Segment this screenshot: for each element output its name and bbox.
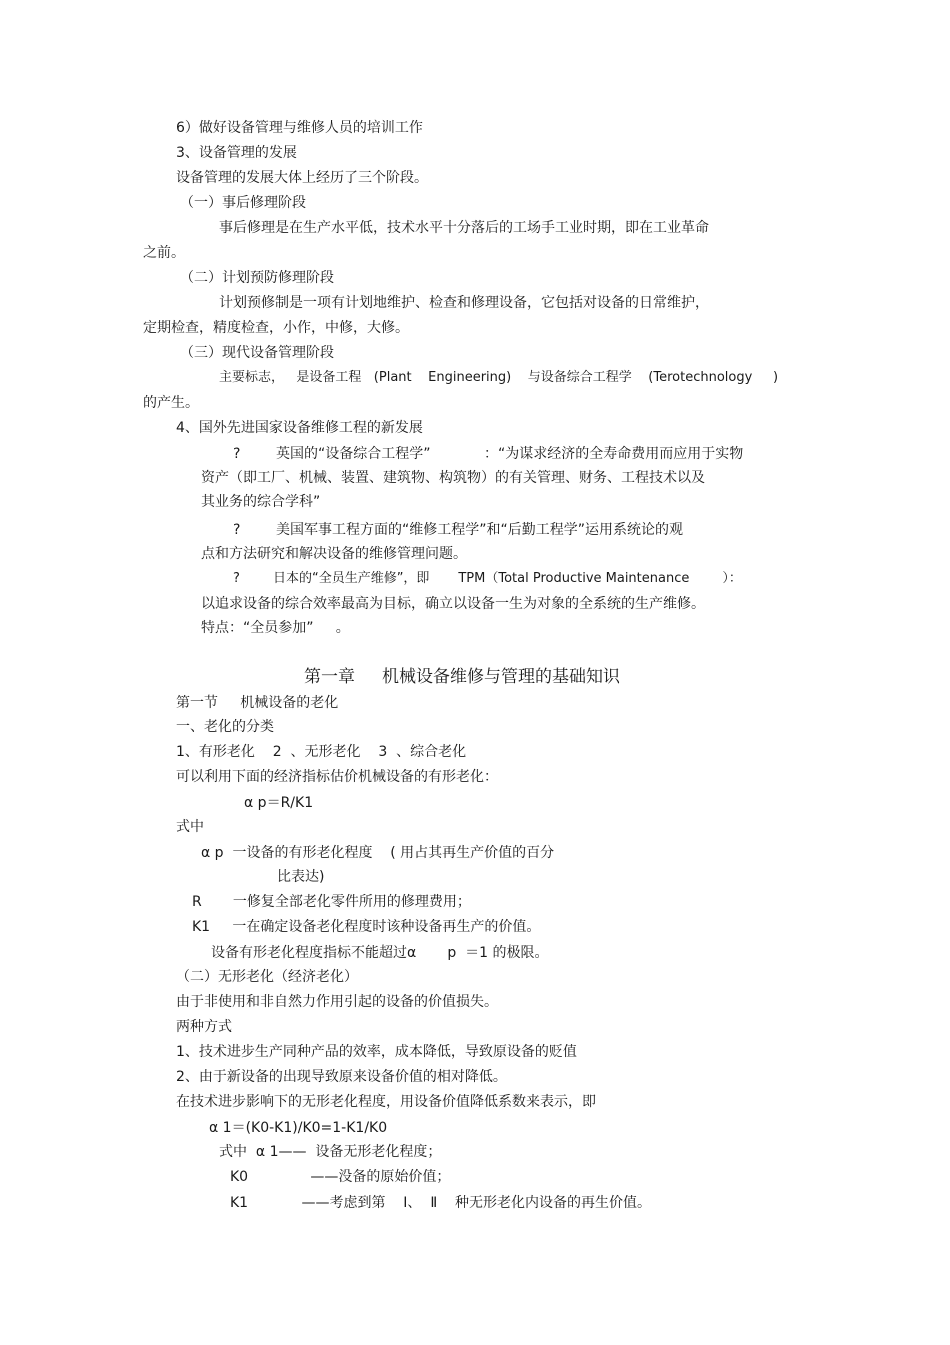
text-line: 设备有形老化程度指标不能超过α p ＝1 的极限。 xyxy=(211,945,549,961)
text-line: 4、国外先进国家设备维修工程的新发展 xyxy=(176,420,423,436)
text-line: 设备管理的发展大体上经历了三个阶段。 xyxy=(176,170,428,186)
formula-line: α p＝R/K1 xyxy=(244,795,314,811)
text-line: 的产生。 xyxy=(143,395,199,411)
text-line: 之前。 xyxy=(143,245,185,261)
formula-line: α 1＝(K0-K1)/K0=1-K1/K0 xyxy=(209,1120,388,1136)
text-line: 式中 α 1—— 设备无形老化程度； xyxy=(219,1144,442,1160)
text-line: 主要标志， 是设备工程 (Plant Engineering) 与设备综合工程学 (Terotechnology ) xyxy=(219,370,779,385)
text-line: 定期检查，精度检查，小作，中修，大修。 xyxy=(143,320,409,336)
text-line: （二）计划预防修理阶段 xyxy=(180,270,334,286)
text-line: （一）事后修理阶段 xyxy=(180,195,306,211)
text-line: 计划预修制是一项有计划地维护、检查和修理设备，它包括对设备的日常维护， xyxy=(219,295,709,311)
text-line: 式中 xyxy=(176,819,204,835)
text-line: 在技术进步影响下的无形老化程度，用设备价值降低系数来表示，即 xyxy=(176,1094,596,1110)
text-line: ? 英国的“设备综合工程学” ：“为谋求经济的全寿命费用而应用于实物 xyxy=(233,446,744,462)
text-line: 以追求设备的综合效率最高为目标，确立以设备一生为对象的全系统的生产维修。 xyxy=(201,596,705,612)
text-line: 2、由于新设备的出现导致原来设备价值的相对降低。 xyxy=(176,1069,507,1085)
text-line: 可以利用下面的经济指标估价机械设备的有形老化： xyxy=(176,769,498,785)
text-line: 第一节 机械设备的老化 xyxy=(176,695,339,711)
text-line: 事后修理是在生产水平低，技术水平十分落后的工场手工业时期，即在工业革命 xyxy=(219,220,709,236)
text-line: 由于非使用和非自然力作用引起的设备的价值损失。 xyxy=(176,994,498,1010)
text-line: 其业务的综合学科” xyxy=(201,494,321,510)
text-line: ? 日本的“全员生产维修”，即 TPM（Total Productive Maintenance ）： xyxy=(233,571,742,586)
text-line: K1 ——考虑到第 Ⅰ、 Ⅱ 种无形老化内设备的再生价值。 xyxy=(230,1195,652,1211)
text-line: ? 美国军事工程方面的“维修工程学”和“后勤工程学”运用系统论的观 xyxy=(233,522,684,538)
text-line: 两种方式 xyxy=(176,1019,232,1035)
text-line: K0 ——没备的原始价值； xyxy=(230,1169,451,1185)
text-line: 3、设备管理的发展 xyxy=(176,145,297,161)
chapter-heading: 第一章 机械设备维修与管理的基础知识 xyxy=(304,667,621,687)
text-line: （三）现代设备管理阶段 xyxy=(180,345,334,361)
text-line: 资产（即工厂、机械、装置、建筑物、构筑物）的有关管理、财务、工程技术以及 xyxy=(201,470,705,486)
text-line: α p 一设备的有形老化程度 ( 用占其再生产价值的百分 xyxy=(201,845,555,861)
text-line: R 一修复全部老化零件所用的修理费用； xyxy=(192,894,471,910)
text-line: 1、技术进步生产同种产品的效率，成本降低，导致原设备的贬值 xyxy=(176,1044,577,1060)
text-line: 1、有形老化 2 、无形老化 3 、综合老化 xyxy=(176,744,467,760)
text-line: 比表达) xyxy=(277,869,325,885)
text-line: 一、老化的分类 xyxy=(176,719,274,735)
text-line: K1 一在确定设备老化程度时该种设备再生产的价值。 xyxy=(192,919,541,935)
text-line: 特点：“全员参加” 。 xyxy=(201,620,350,636)
text-line: 6）做好设备管理与维修人员的培训工作 xyxy=(176,120,423,136)
text-line: （二）无形老化（经济老化） xyxy=(176,969,358,985)
text-line: 点和方法研究和解决设备的维修管理问题。 xyxy=(201,546,467,562)
